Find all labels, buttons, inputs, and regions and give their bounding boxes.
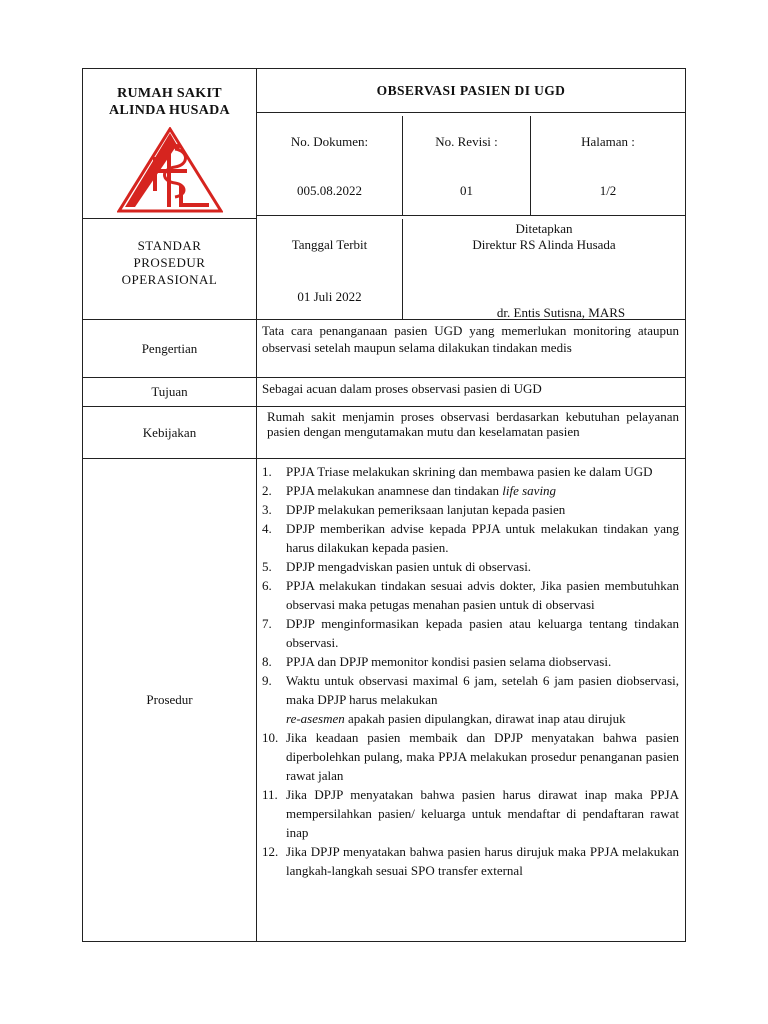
document-header <box>83 69 685 320</box>
page-value: 1/2 <box>599 183 617 198</box>
hospital-logo-icon <box>117 127 223 218</box>
list-item <box>262 500 679 519</box>
step-text: DPJP memberikan advise kepada PPJA untuk melakukan tindakan yang harus dilakukan kepada pasien. <box>286 521 679 555</box>
tujuan-text: Sebagai acuan dalam proses observasi pasien di UGD <box>262 381 542 396</box>
step-number: 2. <box>262 483 272 498</box>
step-number: 4. <box>262 521 272 536</box>
step-text: PPJA Triase melakukan skrining dan membawa pasien ke dalam UGD <box>286 464 653 479</box>
hospital-name-line2: ALINDA HUSADA <box>109 103 230 118</box>
step-number: 11. <box>262 787 278 802</box>
tujuan-label: Tujuan <box>83 378 257 406</box>
revision-value: 01 <box>460 183 473 198</box>
pengertian-label: Pengertian <box>83 320 257 377</box>
list-item <box>262 519 679 557</box>
prosedur-steps <box>257 459 685 941</box>
step-text-part: PPJA melakukan anamnese dan tindakan <box>286 483 503 498</box>
list-item <box>262 671 679 728</box>
doc-number-label: No. Dokumen: <box>290 134 369 149</box>
step-text-part: Waktu untuk observasi maximal 6 jam, setelah 6 jam pasien diobservasi, maka DPJP harus melakukan <box>286 673 679 707</box>
step-text <box>286 671 679 728</box>
section-prosedur <box>83 459 685 941</box>
issue-date-cell <box>257 219 403 319</box>
list-item <box>262 462 679 481</box>
step-text-part: apakah pasien dipulangkan, dirawat inap atau dirujuk <box>344 711 626 726</box>
step-number: 6. <box>262 578 272 593</box>
issue-date-value: 01 Juli 2022 <box>297 289 362 304</box>
sop-line1: STANDAR <box>137 237 202 253</box>
doc-number-cell <box>257 116 403 216</box>
step-text: DPJP mengadviskan pasien untuk di observasi. <box>286 559 532 574</box>
step-number: 12. <box>262 844 279 859</box>
list-item <box>262 614 679 652</box>
list-item <box>262 842 679 880</box>
step-number: 7. <box>262 616 272 631</box>
step-text: Jika DPJP menyatakan bahwa pasien harus dirujuk maka PPJA melakukan langkah-langkah sesuai SPO transfer external <box>286 844 679 878</box>
page-cell <box>531 116 685 216</box>
document-title: OBSERVASI PASIEN DI UGD <box>257 69 685 113</box>
step-text: PPJA dan DPJP memonitor kondisi pasien selama diobservasi. <box>286 654 612 669</box>
kebijakan-text: Rumah sakit menjamin proses observasi berdasarkan kebutuhan pelayanan pasien dengan mengutamakan mutu dan keselamatan pasien <box>267 409 679 439</box>
pengertian-text: Tata cara penanganaan pasien UGD yang memerlukan monitoring ataupun observasi setelah maupun selama dilakukan tindakan medis <box>262 323 679 355</box>
step-number: 5. <box>262 559 272 574</box>
section-tujuan <box>83 378 685 407</box>
step-number: 8. <box>262 654 272 669</box>
list-item <box>262 557 679 576</box>
sop-line2: PROSEDUR <box>133 254 206 270</box>
list-item <box>262 481 679 500</box>
approval-cell <box>403 219 685 319</box>
list-item <box>262 652 679 671</box>
list-item <box>262 576 679 614</box>
step-text: DPJP melakukan pemeriksaan lanjutan kepada pasien <box>286 502 566 517</box>
approver-name: dr. Entis Sutisna, MARS <box>496 305 626 320</box>
approval-label: Ditetapkan <box>515 221 573 236</box>
step-number: 9. <box>262 673 272 688</box>
sop-label <box>83 219 257 319</box>
section-pengertian <box>83 320 685 378</box>
sop-document <box>82 68 686 942</box>
step-text: Jika keadaan pasien membaik dan DPJP menyatakan bahwa pasien diperbolehkan pulang, maka PPJA melakukan prosedur penanganan pasien rawat jalan <box>286 730 679 783</box>
step-number: 3. <box>262 502 272 517</box>
revision-label: No. Revisi : <box>435 134 498 149</box>
step-text-italic: re-asesmen <box>286 711 345 726</box>
hospital-name-line1: RUMAH SAKIT <box>117 86 222 101</box>
step-text: DPJP menginformasikan kepada pasien atau keluarga tentang tindakan observasi. <box>286 616 679 650</box>
step-number: 10. <box>262 730 279 745</box>
section-kebijakan <box>83 407 685 459</box>
procedure-list <box>262 462 679 880</box>
kebijakan-label: Kebijakan <box>83 407 257 458</box>
step-text: PPJA melakukan tindakan sesuai advis dokter, Jika pasien membutuhkan observasi maka petugas menahan pasien untuk di observasi <box>286 578 679 612</box>
list-item <box>262 785 679 842</box>
page-label: Halaman : <box>581 134 635 149</box>
step-text-italic: life saving <box>502 483 557 498</box>
doc-number-value: 005.08.2022 <box>297 183 362 198</box>
step-text <box>286 481 679 500</box>
prosedur-label: Prosedur <box>83 459 257 941</box>
issue-date-label: Tanggal Terbit <box>291 237 368 252</box>
hospital-name <box>109 85 230 119</box>
step-text: Jika DPJP menyatakan bahwa pasien harus dirawat inap maka PPJA mempersilahkan pasien/ keluarga untuk mendaftar di pendaftaran rawat inap <box>286 787 679 840</box>
step-number: 1. <box>262 464 272 479</box>
approver-title: Direktur RS Alinda Husada <box>472 237 616 252</box>
sop-line3: OPERASIONAL <box>121 271 218 287</box>
list-item <box>262 728 679 785</box>
revision-cell <box>403 116 531 216</box>
hospital-identity <box>83 69 257 219</box>
